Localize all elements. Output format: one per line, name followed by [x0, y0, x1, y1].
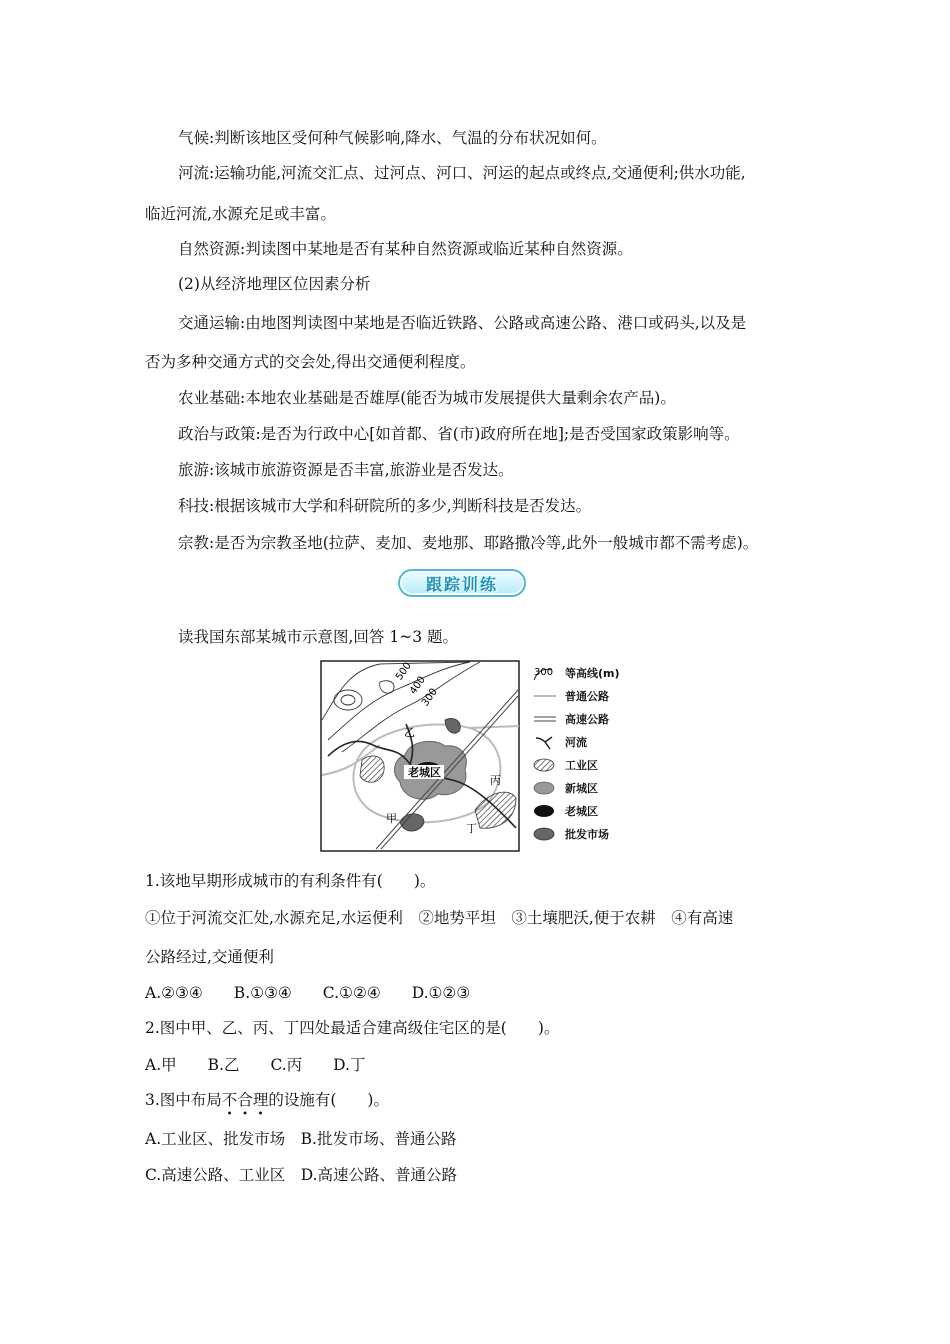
- paragraph-resources: 自然资源:判读图中某地是否有某种自然资源或临近某种自然资源。: [178, 240, 633, 258]
- legend-river-label: 河流: [565, 736, 587, 749]
- emphasis-char-2: 合: [237, 1091, 253, 1109]
- legend-highway-label: 高速公路: [565, 713, 609, 726]
- label-ding: 丁: [466, 822, 477, 835]
- question-3-choices-line2: C.高速公路、工业区 D.高速公路、普通公路: [145, 1166, 458, 1184]
- question-1: 1.该地早期形成城市的有利条件有( )。: [145, 872, 436, 890]
- legend-ordinary-road: [532, 687, 632, 705]
- label-yi: 乙: [404, 726, 415, 739]
- paragraph-river-1: 河流:运输功能,河流交汇点、过河点、河口、河运的起点或终点,交通便利;供水功能,: [178, 164, 746, 182]
- emphasis-char-1: 不: [221, 1091, 238, 1109]
- paragraph-agriculture: 农业基础:本地农业基础是否雄厚(能否为城市发展提供大量剩余农产品)。: [178, 389, 676, 407]
- contour-label-500: 500: [393, 660, 414, 683]
- question-3-prefix: 3.图中布局: [145, 1091, 222, 1109]
- legend-old-city-label: 老城区: [565, 805, 598, 818]
- paragraph-politics: 政治与政策:是否为行政中心[如首都、省(市)政府所在地];是否受国家政策影响等。: [178, 425, 740, 443]
- emphasis-char-3: 理: [252, 1091, 269, 1109]
- industrial-zone-west: [360, 756, 384, 782]
- legend-contour-sample: 300: [534, 667, 554, 678]
- legend-ordinary-road-label: 普通公路: [565, 690, 609, 703]
- legend-industrial-label: 工业区: [565, 759, 598, 772]
- section-badge: [398, 569, 526, 597]
- badge-title: 跟踪训练: [425, 575, 498, 594]
- paragraph-tourism: 旅游:该城市旅游资源是否丰富,旅游业是否发达。: [178, 461, 514, 479]
- city-map-svg: [320, 660, 520, 852]
- question-3-suffix: 的设施有( )。: [268, 1091, 389, 1109]
- contour-label-400: 400: [407, 674, 428, 697]
- legend-highway: [532, 710, 632, 728]
- old-city-label: 老城区: [408, 766, 441, 779]
- question-1-choices: A.②③④ B.①③④ C.①②④ D.①②③: [145, 984, 471, 1002]
- industrial-zone-icon: [532, 756, 558, 774]
- paragraph-transport-2: 否为多种交通方式的交会处,得出交通便利程度。: [145, 353, 476, 371]
- question-3: [145, 1090, 389, 1110]
- legend-wholesale: [532, 825, 632, 843]
- question-intro: 读我国东部某城市示意图,回答 1~3 题。: [178, 628, 458, 646]
- wholesale-market-icon: [532, 825, 558, 843]
- river-icon: [532, 733, 558, 751]
- question-2: 2.图中甲、乙、丙、丁四处最适合建高级住宅区的是( )。: [145, 1019, 560, 1037]
- question-1-options-line2: 公路经过,交通便利: [145, 948, 274, 966]
- paragraph-economic-heading: (2)从经济地理区位因素分析: [178, 275, 371, 293]
- legend-new-city-label: 新城区: [565, 782, 598, 795]
- old-city-zone-icon: [532, 802, 558, 820]
- legend-contour: [532, 664, 632, 682]
- legend-industrial: [532, 756, 632, 774]
- ordinary-road-icon: [532, 687, 558, 705]
- paragraph-religion: 宗教:是否为宗教圣地(拉萨、麦加、麦地那、耶路撒冷等,此外一般城市都不需考虑)。: [178, 534, 759, 552]
- label-jia: 甲: [386, 812, 397, 825]
- new-city-zone-icon: [532, 779, 558, 797]
- contour-label-300: 300: [419, 686, 440, 709]
- paragraph-technology: 科技:根据该城市大学和科研院所的多少,判断科技是否发达。: [178, 497, 592, 515]
- question-2-choices: A.甲 B.乙 C.丙 D.丁: [145, 1056, 366, 1074]
- legend-river: [532, 733, 632, 751]
- paragraph-climate: 气候:判断该地区受何种气候影响,降水、气温的分布状况如何。: [178, 129, 607, 147]
- highway-icon: [532, 710, 558, 728]
- question-1-options-line1: ①位于河流交汇处,水源充足,水运便利 ②地势平坦 ③土壤肥沃,便于农耕 ④有高速: [145, 909, 734, 927]
- legend-old-city: [532, 802, 632, 820]
- paragraph-river-2: 临近河流,水源充足或丰富。: [145, 205, 336, 223]
- paragraph-transport-1: 交通运输:由地图判读图中某地是否临近铁路、公路或高速公路、港口或码头,以及是: [178, 314, 747, 332]
- contour-line-icon: [532, 664, 558, 682]
- question-3-choices-line1: A.工业区、批发市场 B.批发市场、普通公路: [145, 1130, 457, 1148]
- legend-contour-label: 等高线(m): [565, 667, 620, 680]
- legend-wholesale-label: 批发市场: [565, 828, 609, 841]
- legend-new-city: [532, 779, 632, 797]
- label-bing: 丙: [490, 774, 501, 787]
